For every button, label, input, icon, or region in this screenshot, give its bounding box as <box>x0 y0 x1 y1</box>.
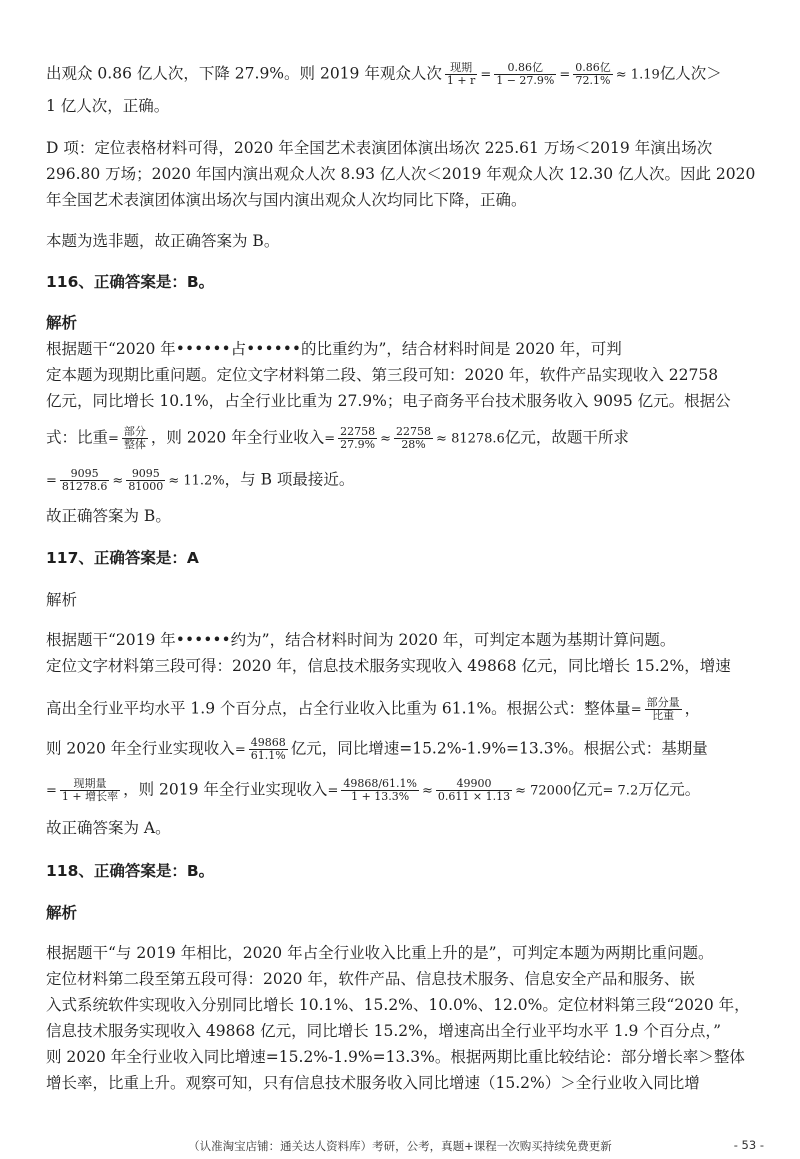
text-segment: ，则 2019 年全行业实现收入 <box>123 780 328 799</box>
fraction-denominator: 1 + 13.3% <box>351 790 410 803</box>
math-expression: ≈ <box>112 473 124 489</box>
fraction-numerator: 49868 <box>250 736 286 749</box>
math-expression: ≈ 11.2% <box>168 473 225 489</box>
text-line: 则 2020 年全行业收入同比增速=15.2%-1.9%=13.3%。根据两期比重比较结论：部分增长率＞整体 <box>46 1048 745 1066</box>
fraction-denominator: 72.1% <box>575 74 611 87</box>
text-line: 解析 <box>46 314 78 332</box>
fraction-numerator: 22758 <box>396 425 432 438</box>
fraction-numerator: 9095 <box>60 468 110 481</box>
fraction <box>436 778 512 803</box>
text-segment: 亿元，故题干所求 <box>504 428 629 447</box>
text-segment: 亿元 <box>571 780 603 799</box>
text-line: 116、正确答案是：B。 <box>46 273 215 291</box>
math-expression: ≈ 81278.6 <box>436 431 505 447</box>
math-expression: ≈ 1.19 <box>615 67 660 83</box>
text-line: 根据题干“2020 年••••••占••••••的比重约为”，结合材料时间是 2020 年，可判 <box>46 340 622 358</box>
text-segment: 高出全行业平均水平 1.9 个百分点，占全行业收入比重为 61.1%。根据公式：整体量 <box>46 699 631 718</box>
math-expression: = 7.2 <box>602 783 639 799</box>
text-line: 入式系统软件实现收入分别同比增长 10.1%、15.2%、10.0%、12.0%。定位材料第三段“2020 年， <box>46 996 750 1014</box>
text-line: 根据题干“2019 年••••••约为”，结合材料时间为 2020 年，可判定本题为基期计算问题。 <box>46 631 676 649</box>
math-expression: = <box>327 783 339 799</box>
fraction-numerator: 22758 <box>340 425 376 438</box>
fraction-numerator: 现期量 <box>60 778 120 791</box>
text-line <box>46 778 700 803</box>
fraction-numerator: 49868/61.1% <box>343 777 417 790</box>
text-line <box>46 468 354 493</box>
fraction <box>122 426 148 451</box>
text-line: 根据题干“与 2019 年相比，2020 年占全行业收入比重上升的是”，可判定本题为两期比重问题。 <box>46 944 714 962</box>
fraction <box>645 697 682 722</box>
text-line: 解析 <box>46 591 78 609</box>
fraction <box>338 426 377 451</box>
math-expression: ≈ 72000 <box>515 783 572 799</box>
text-segment: ，与 B 项最接近。 <box>224 470 355 489</box>
text-line: 增长率，比重上升。观察可知，只有信息技术服务收入同比增速（15.2%）＞全行业收入同比增 <box>46 1074 700 1092</box>
fraction-numerator: 0.86亿 <box>575 61 611 74</box>
fraction-numerator: 0.86亿 <box>494 62 556 75</box>
math-expression: = <box>630 702 642 718</box>
fraction <box>394 426 433 451</box>
text-segment: 万亿元。 <box>638 780 701 799</box>
fraction-denominator: 1 + 增长率 <box>61 790 119 803</box>
text-line: 定本题为现期比重问题。定位文字材料第二段、第三段可知：2020 年，软件产品实现收入 22758 <box>46 366 719 384</box>
text-segment: 亿人次＞ <box>659 64 722 83</box>
fraction-numerator: 部分 <box>123 425 146 438</box>
fraction-numerator: 49900 <box>436 778 512 791</box>
text-line: 故正确答案为 B。 <box>46 507 171 525</box>
fraction <box>573 62 613 87</box>
math-expression: = <box>46 473 57 489</box>
fraction-denominator: 整体 <box>123 438 146 451</box>
fraction <box>126 468 165 493</box>
fraction-denominator: 1 + r <box>446 74 476 87</box>
fraction-numerator: 部分量 <box>646 696 680 709</box>
fraction-denominator: 28% <box>401 438 426 451</box>
page-number: - 53 - <box>733 1138 764 1152</box>
fraction-numerator: 9095 <box>126 468 165 481</box>
text-segment: ， <box>684 699 701 718</box>
fraction-denominator: 1 − 27.9% <box>496 74 555 87</box>
text-line: 296.80 万场；2020 年国内演出观众人次 8.93 亿人次＜2019 年观众人次 12.30 亿人次。因此 2020 <box>46 165 756 183</box>
fraction <box>60 468 110 493</box>
fraction <box>494 62 556 87</box>
fraction-denominator: 61.1% <box>250 749 286 762</box>
text-line: 本题为选非题，故正确答案为 B。 <box>46 232 280 250</box>
text-segment: 亿元，同比增速=15.2%-1.9%=13.3%。根据公式：基期量 <box>290 739 708 758</box>
text-line: 年全国艺术表演团体演出场次与国内演出观众人次均同比下降，正确。 <box>46 191 527 209</box>
math-expression: = <box>324 431 336 447</box>
math-expression: = <box>559 67 571 83</box>
fraction <box>445 62 477 87</box>
text-segment: 出观众 0.86 亿人次，下降 27.9%。则 2019 年观众人次 <box>46 64 442 83</box>
text-line <box>46 426 629 451</box>
text-line: 117、正确答案是：A <box>46 549 199 567</box>
page-footer: （认准淘宝店铺：通关达人资料库）考研，公考，真题+课程一次购买持续免费更新 <box>188 1139 612 1153</box>
fraction-numerator: 现期 <box>445 62 477 75</box>
text-line: 解析 <box>46 904 78 922</box>
fraction-denominator: 0.611 × 1.13 <box>437 790 511 803</box>
fraction-denominator: 81278.6 <box>61 480 108 493</box>
fraction-denominator: 比重 <box>652 709 675 722</box>
math-expression: ≈ <box>380 431 392 447</box>
text-line <box>46 697 700 722</box>
math-expression: ≈ <box>422 783 433 799</box>
text-line: 信息技术服务实现收入 49868 亿元，同比增长 15.2%，增速高出全行业平均水平 1.9 个百分点，” <box>46 1022 722 1040</box>
text-line <box>46 737 708 762</box>
text-line: D 项：定位表格材料可得，2020 年全国艺术表演团体演出场次 225.61 万场＜2019 年演出场次 <box>46 139 713 157</box>
text-line: 定位材料第二段至第五段可得：2020 年，软件产品、信息技术服务、信息安全产品和服务、嵌 <box>46 970 695 988</box>
text-line: 定位文字材料第三段可得：2020 年，信息技术服务实现收入 49868 亿元，同比增长 15.2%，增速 <box>46 657 731 675</box>
text-segment: 式：比重 <box>46 428 109 447</box>
text-line: 故正确答案为 A。 <box>46 819 171 837</box>
fraction-denominator: 81000 <box>128 480 164 493</box>
text-line: 1 亿人次，正确。 <box>46 97 170 115</box>
fraction <box>60 778 120 803</box>
text-line <box>46 62 722 87</box>
math-expression: = <box>46 783 57 799</box>
math-expression: = <box>108 431 119 447</box>
math-expression: = <box>234 742 246 758</box>
fraction-denominator: 27.9% <box>340 438 376 451</box>
fraction <box>341 778 419 803</box>
text-segment: ，则 2020 年全行业收入 <box>150 428 325 447</box>
text-line: 亿元，同比增长 10.1%，占全行业比重为 27.9%；电子商务平台技术服务收入 9095 亿元。根据公 <box>46 392 731 410</box>
text-segment: 则 2020 年全行业实现收入 <box>46 739 235 758</box>
text-line: 118、正确答案是：B。 <box>46 862 215 880</box>
fraction <box>249 737 288 762</box>
math-expression: = <box>480 67 492 83</box>
